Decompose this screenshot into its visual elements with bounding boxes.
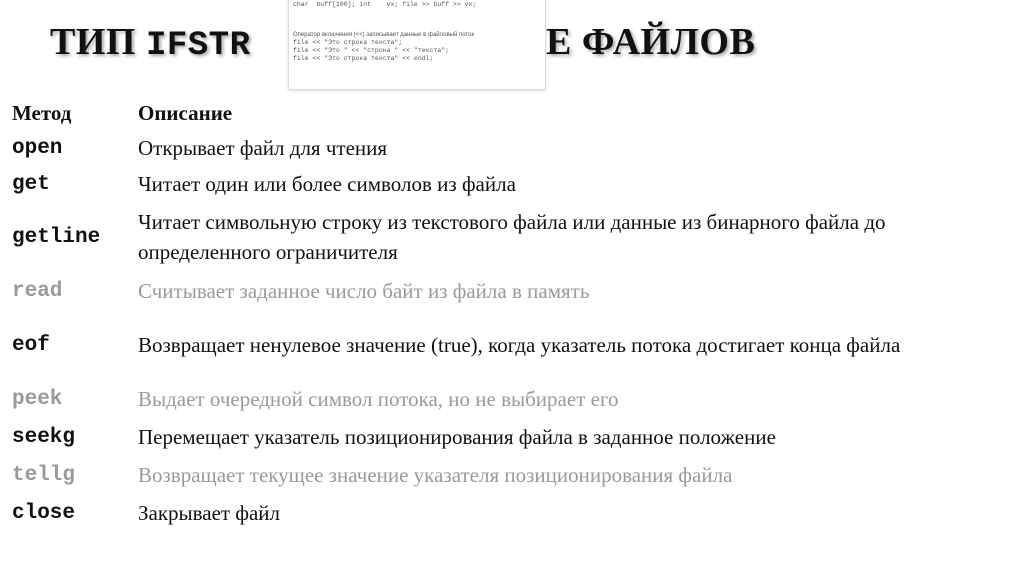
table-row: [12, 130, 988, 166]
code-snippet-popup: [288, 0, 546, 90]
method-name: eof: [12, 333, 50, 357]
method-description: Считывает заданное число байт из файла в память: [138, 279, 590, 303]
table-header-row: [12, 96, 988, 130]
code-comment: Оператор включения (<<) записывает данные в файловый поток: [293, 32, 475, 38]
method-name: getline: [12, 225, 101, 249]
method-name: open: [12, 136, 63, 160]
method-name: peek: [12, 387, 63, 411]
method-description: Возвращает ненулевое значение (true), когда указатель потока достигает конца файла: [138, 333, 901, 357]
table-row: [12, 272, 988, 310]
table-row: [12, 202, 988, 272]
code-line: file << "Это строка текста";: [293, 39, 403, 46]
table-row: [12, 310, 988, 380]
method-description: Перемещает указатель позиционирования файла в заданное положение: [138, 425, 776, 449]
table-row: [12, 456, 988, 494]
method-description: Открывает файл для чтения: [138, 136, 388, 160]
title-part-2: Е ФАЙЛОВ: [546, 21, 756, 63]
method-description: Читает один или более символов из файла: [138, 172, 516, 196]
method-description: Возвращает текущее значение указателя позиционирования файла: [138, 463, 733, 487]
method-name: close: [12, 501, 76, 525]
methods-table: [12, 96, 988, 532]
table-row: [12, 418, 988, 456]
method-name: seekg: [12, 425, 76, 449]
method-name: read: [12, 279, 63, 303]
method-description: Выдает очередной символ потока, но не выбирает его: [138, 387, 619, 411]
title-part-1: [50, 20, 251, 65]
method-name: get: [12, 172, 50, 196]
title-class-name: IFSTR: [145, 27, 251, 65]
table-row: [12, 494, 988, 532]
table-row: [12, 380, 988, 418]
method-name: tellg: [12, 463, 76, 487]
method-description: Закрывает файл: [138, 501, 281, 525]
code-line: file << "Это " << "строка " << "текста";: [293, 47, 450, 54]
code-line: file << "Это строка текста" << endl;: [293, 55, 434, 62]
code-line: char buff[100]; int vx; file >> buff >> vx;: [293, 1, 477, 8]
method-description: Читает символьную строку из текстового файла или данные из бинарного файла до определенного ограничителя: [138, 210, 886, 264]
header-description: Описание: [138, 100, 233, 125]
header-method: Метод: [12, 100, 72, 125]
title-word: ТИП: [50, 21, 136, 63]
table-row: [12, 166, 988, 202]
